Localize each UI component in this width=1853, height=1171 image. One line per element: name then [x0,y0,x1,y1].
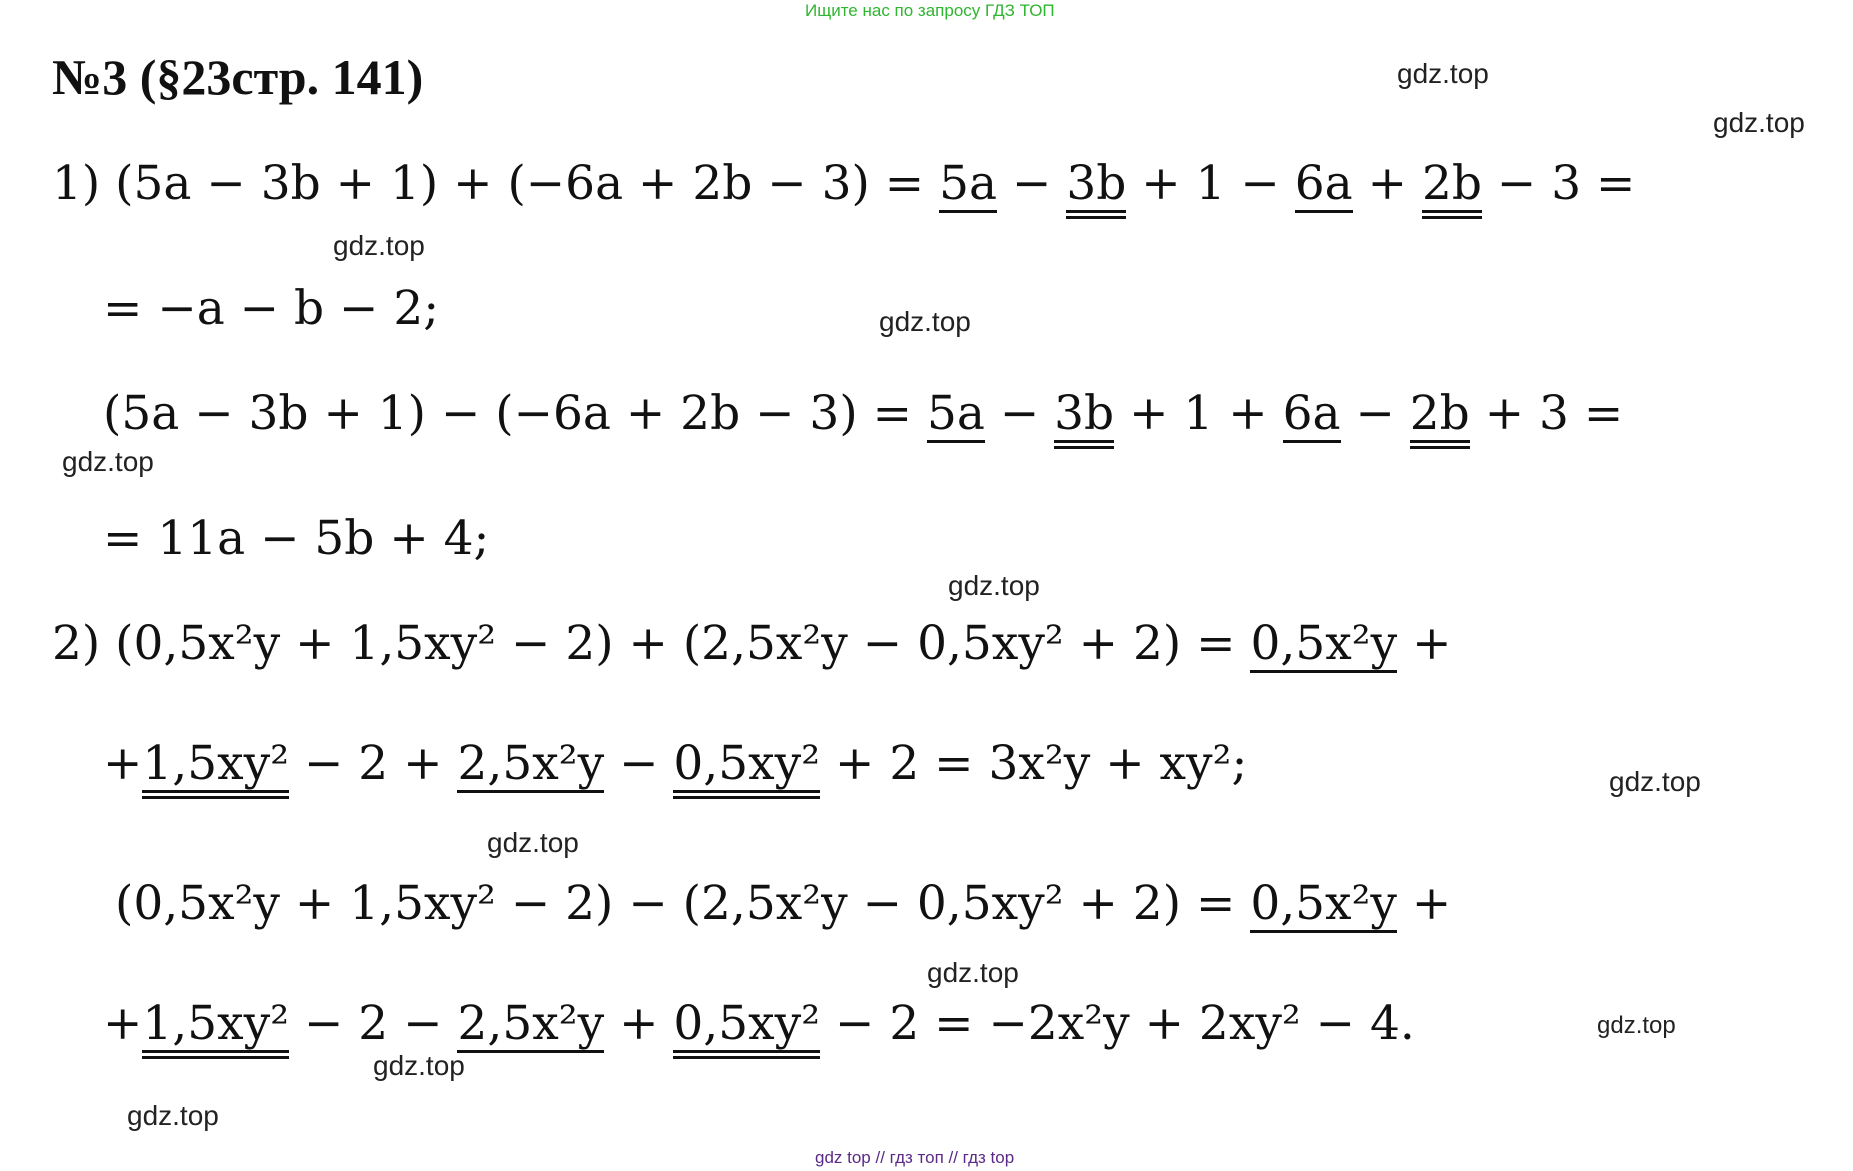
term-single-underline: 6a [1282,386,1341,441]
watermark: gdz.top [487,827,579,858]
term-double-underline: 3b [1066,160,1126,219]
watermark: gdz.top [127,1100,219,1131]
footer-links: gdz top // гдз топ // гдз top [815,1148,1015,1167]
watermark: gdz.top [927,957,1019,988]
equation-line-4: = 11a − 5b + 4; [103,511,490,566]
term-double-underline: 1,5xy² [142,740,289,799]
watermark: gdz.top [948,570,1040,601]
equation-line-3: (5a − 3b + 1) − (−6a + 2b − 3) = 5a − 3b + 1 + 6a − 2b + 3 = [103,390,1623,449]
term-single-underline: 0,5x²y [1250,876,1397,931]
equation-line-2: = −a − b − 2; [103,281,440,336]
watermark: gdz.top [1397,58,1489,89]
term-double-underline: 1,5xy² [142,1000,289,1059]
equation-line-8: +1,5xy² − 2 − 2,5x²y + 0,5xy² − 2 = −2x²y + 2xy² − 4. [103,1000,1415,1059]
term-double-underline: 2b [1410,390,1470,449]
term-single-underline: 2,5x²y [457,996,605,1051]
term-double-underline: 0,5xy² [673,1000,820,1059]
page-title: №3 (§23стр. 141) [52,49,424,105]
equation-line-7: (0,5x²y + 1,5xy² − 2) − (2,5x²y − 0,5xy² + 2) = 0,5x²y + [115,876,1452,931]
term-double-underline: 2b [1422,160,1482,219]
equation-line-6: +1,5xy² − 2 + 2,5x²y − 0,5xy² + 2 = 3x²y + xy²; [103,740,1247,799]
term-double-underline: 3b [1054,390,1114,449]
search-banner: Ищите нас по запросу ГДЗ ТОП [805,1,1055,20]
term-single-underline: 2,5x²y [457,736,605,791]
equation-line-1: 1) (5a − 3b + 1) + (−6a + 2b − 3) = 5a − 3b + 1 − 6a + 2b − 3 = [52,160,1635,219]
watermark: gdz.top [879,306,971,337]
watermark: gdz.top [1597,1012,1676,1039]
watermark: gdz.top [62,446,154,477]
term-single-underline: 6a [1294,156,1353,211]
term-single-underline: 5a [939,156,998,211]
term-double-underline: 0,5xy² [673,740,820,799]
watermark: gdz.top [1609,766,1701,797]
watermark: gdz.top [1713,107,1805,138]
term-single-underline: 5a [926,386,985,441]
watermark: gdz.top [333,230,425,261]
equation-line-5: 2) (0,5x²y + 1,5xy² − 2) + (2,5x²y − 0,5xy² + 2) = 0,5x²y + [52,616,1452,671]
watermark: gdz.top [373,1050,465,1081]
term-single-underline: 0,5x²y [1250,616,1398,671]
